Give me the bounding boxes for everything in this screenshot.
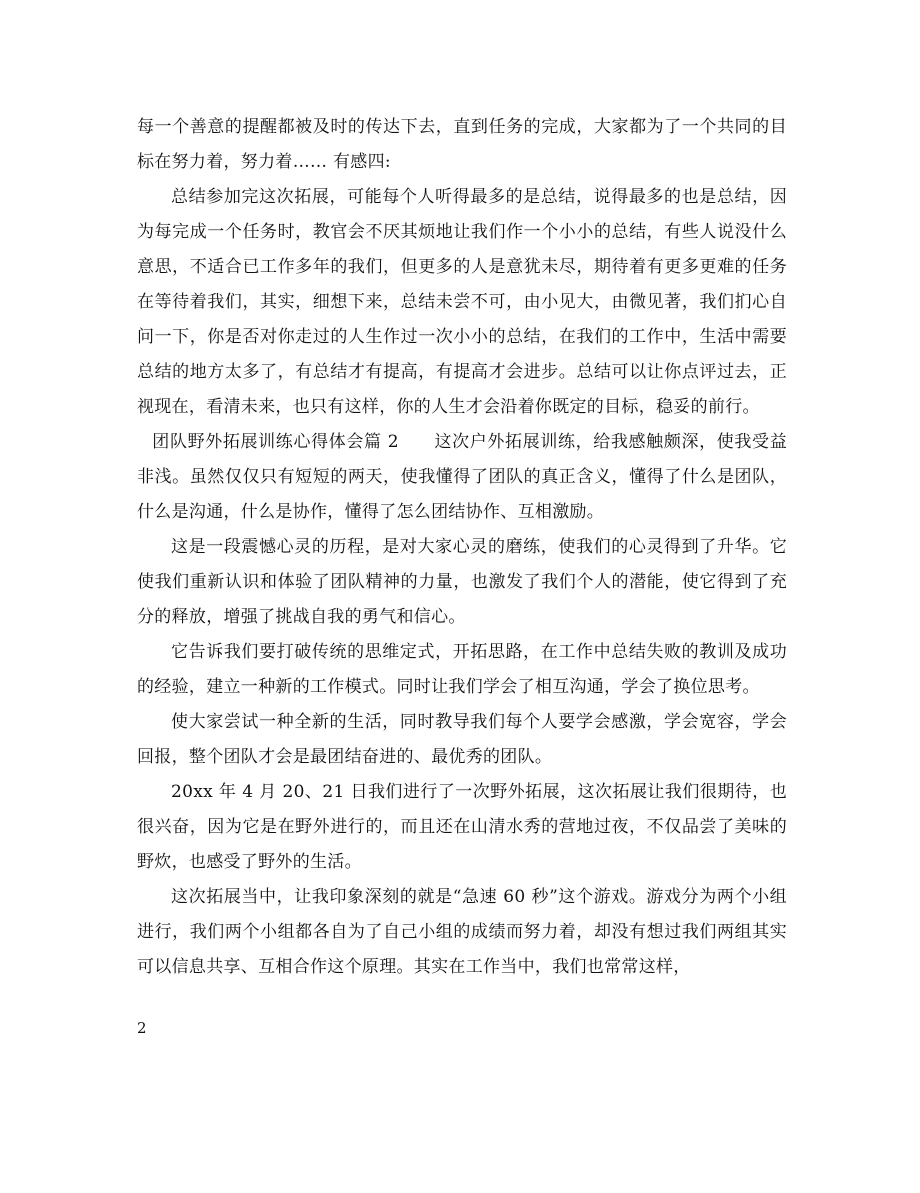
paragraph-3-section-heading: 团队野外拓展训练心得体会篇 2 这次户外拓展训练，给我感触颇深，使我受益非浅。虽然仅仅只有短短的两天，使我懂得了团队的真正含义，懂得了什么是团队，什么是沟通，什么是协作，懂得了怎么团结协作、互相激励。 bbox=[137, 432, 787, 522]
paragraph-7: 20xx 年 4 月 20、21 日我们进行了一次野外拓展，这次拓展让我们很期待，也很兴奋，因为它是在野外进行的，而且还在山清水秀的营地过夜，不仅品尝了美味的野炊，也感受了野外的生活。 bbox=[137, 782, 787, 872]
paragraph-8: 这次拓展当中，让我印象深刻的就是“急速 60 秒”这个游戏。游戏分为两个小组进行，我们两个小组都各自为了自己小组的成绩而努力着，却没有想过我们两组其实可以信息共享、互相合作这个原理。其实在工作当中，我们也常常这样， bbox=[137, 887, 787, 977]
paragraph-5: 它告诉我们要打破传统的思维定式，开拓思路，在工作中总结失败的教训及成功的经验，建立一种新的工作模式。同时让我们学会了相互沟通，学会了换位思考。 bbox=[137, 642, 787, 697]
paragraph-2: 总结参加完这次拓展，可能每个人听得最多的是总结，说得最多的也是总结，因为每完成一个任务时，教官会不厌其烦地让我们作一个小小的总结，有些人说没什么意思，不适合已工作多年的我们，但更多的人是意犹未尽，期待着有更多更难的任务在等待着我们，其实，细想下来，总结未尝不可，由小见大，由微见著，我们扪心自问一下，你是否对你走过的人生作过一次小小的总结，在我们的工作中，生活中需要总结的地方太多了，有总结才有提高，有提高才会进步。总结可以让你点评过去，正视现在，看清未来，也只有这样，你的人生才会沿着你既定的目标，稳妥的前行。 bbox=[137, 187, 787, 417]
page-number: 2 bbox=[137, 1019, 147, 1037]
paragraph-6: 使大家尝试一种全新的生活，同时教导我们每个人要学会感激，学会宽容，学会回报，整个团队才会是最团结奋进的、最优秀的团队。 bbox=[137, 712, 787, 767]
paragraph-1: 每一个善意的提醒都被及时的传达下去，直到任务的完成，大家都为了一个共同的目标在努力着，努力着…… 有感四: bbox=[137, 117, 787, 172]
document-body bbox=[137, 110, 787, 985]
paragraph-4: 这是一段震憾心灵的历程，是对大家心灵的磨练，使我们的心灵得到了升华。它使我们重新认识和体验了团队精神的力量，也激发了我们个人的潜能，使它得到了充分的释放，增强了挑战自我的勇气和信心。 bbox=[137, 537, 787, 627]
